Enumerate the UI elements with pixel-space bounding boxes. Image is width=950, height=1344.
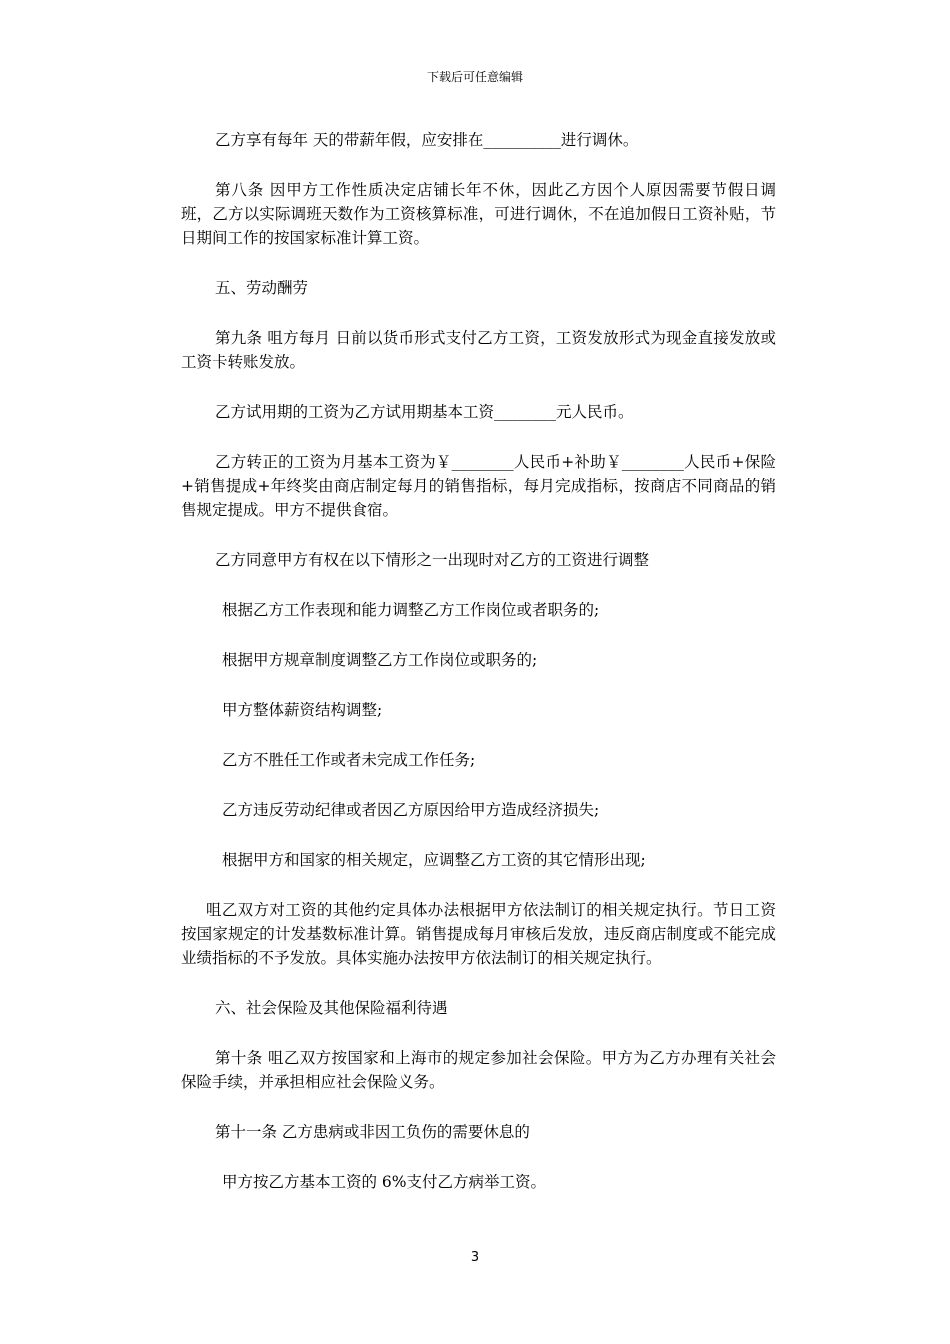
paragraph-salary-adjustment: 乙方同意甲方有权在以下情形之一出现时对乙方的工资进行调整 bbox=[215, 551, 650, 569]
document-body bbox=[181, 128, 776, 1220]
page-number: 3 bbox=[470, 1250, 480, 1265]
paragraph-article-11: 第十一条 乙方患病或非因工负伤的需要休息的 bbox=[215, 1123, 530, 1141]
paragraph-regular-salary: 乙方转正的工资为月基本工资为￥________人民币+补助￥________人民币+保险+销售提成+年终奖由商店制定每月的销售指标，每月完成指标，按商店不同商品的销售规定提成。甲方不提供食宿。 bbox=[181, 453, 776, 519]
paragraph-article-8: 第八条 因甲方工作性质决定店铺长年不休，因此乙方因个人原因需要节假日调班，乙方以实际调班天数作为工资核算标准，可进行调休，不在追加假日工资补贴，节日期间工作的按国家标准计算工资。 bbox=[181, 181, 776, 247]
list-item: 根据甲方规章制度调整乙方工作岗位或职务的; bbox=[222, 651, 538, 669]
paragraph-article-9: 第九条 咀方每月 日前以货币形式支付乙方工资，工资发放形式为现金直接发放或工资卡转账发放。 bbox=[181, 329, 776, 371]
section-heading-5: 五、劳动酬劳 bbox=[215, 279, 309, 297]
list-item: 根据乙方工作表现和能力调整乙方工作岗位或者职务的; bbox=[222, 601, 600, 619]
list-item: 甲方整体薪资结构调整; bbox=[222, 701, 383, 719]
paragraph-annual-leave: 乙方享有每年 天的带薪年假，应安排在__________进行调休。 bbox=[215, 131, 639, 149]
section-heading-6: 六、社会保险及其他保险福利待遇 bbox=[215, 999, 448, 1017]
list-item: 乙方违反劳动纪律或者因乙方原因给甲方造成经济损失; bbox=[222, 801, 600, 819]
paragraph-sick-pay: 甲方按乙方基本工资的 6%支付乙方病举工资。 bbox=[222, 1173, 547, 1191]
paragraph-article-10: 第十条 咀乙双方按国家和上海市的规定参加社会保险。甲方为乙方办理有关社会保险手续，并承担相应社会保险义务。 bbox=[181, 1049, 776, 1091]
list-item: 根据甲方和国家的相关规定，应调整乙方工资的其它情形出现; bbox=[222, 851, 646, 869]
page-header: 下载后可任意编辑 bbox=[426, 70, 523, 84]
list-item: 乙方不胜任工作或者未完成工作任务; bbox=[222, 751, 476, 769]
paragraph-salary-rules: 咀乙双方对工资的其他约定具体办法根据甲方依法制订的相关规定执行。节日工资按国家规定的计发基数标准计算。销售提成每月审核后发放，违反商店制度或不能完成业绩指标的不予发放。具体实施办法按甲方依法制订的相关规定执行。 bbox=[181, 901, 776, 967]
paragraph-probation-salary: 乙方试用期的工资为乙方试用期基本工资________元人民币。 bbox=[215, 403, 634, 421]
